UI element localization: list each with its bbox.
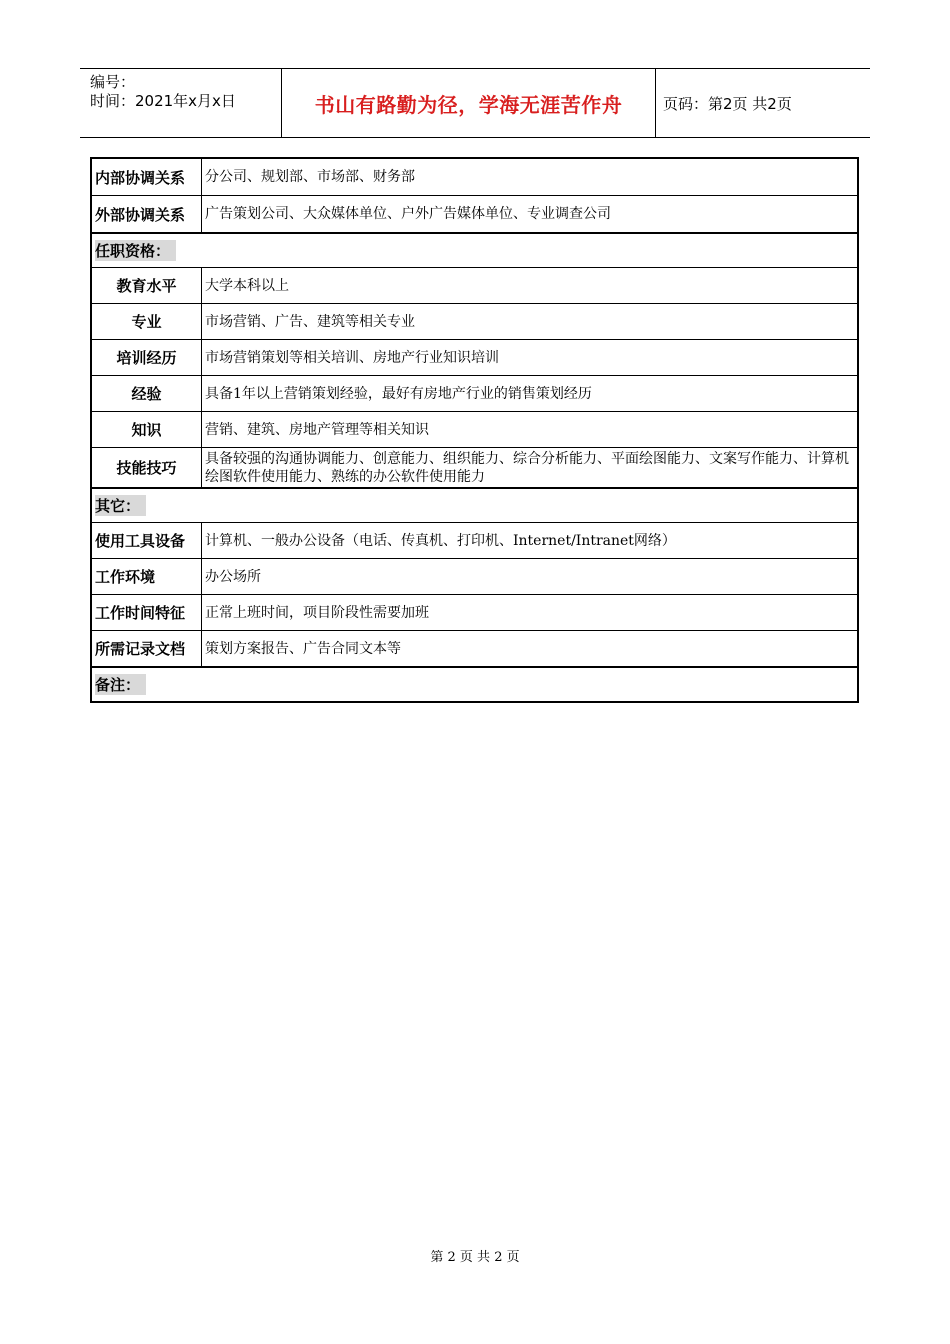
row-label: 培训经历 [92,340,202,375]
document-header [80,68,870,138]
page-info: 页码：第2页 共2页 [663,94,792,113]
row-label: 内部协调关系 [92,159,202,195]
row-label: 所需记录文档 [92,631,202,666]
row-label: 专业 [92,304,202,339]
row-value: 分公司、规划部、市场部、财务部 [205,169,415,185]
row-label: 教育水平 [92,268,202,303]
row-value: 具备1年以上营销策划经验，最好有房地产行业的销售策划经历 [205,385,592,402]
table-row [92,339,857,375]
row-value: 营销、建筑、房地产管理等相关知识 [205,421,429,438]
table-row [92,558,857,594]
row-value: 正常上班时间，项目阶段性需要加班 [205,604,429,621]
row-value: 办公场所 [205,568,261,585]
job-description-table [90,157,859,703]
row-label: 技能技巧 [92,448,202,487]
row-label: 外部协调关系 [92,196,202,232]
header-meta [80,69,281,137]
table-row [92,522,857,558]
table-row [92,411,857,447]
table-row [92,195,857,232]
row-label: 工作环境 [92,559,202,594]
row-value: 广告策划公司、大众媒体单位、户外广告媒体单位、专业调查公司 [205,206,611,222]
row-label: 经验 [92,376,202,411]
table-row [92,594,857,630]
row-label: 知识 [92,412,202,447]
table-row [92,630,857,666]
header-page-cell [655,69,870,137]
section-title: 其它： [95,495,146,516]
table-row [92,447,857,487]
table-row [92,267,857,303]
table-row [92,375,857,411]
row-value: 大学本科以上 [205,277,289,294]
table-row [92,303,857,339]
motto: 书山有路勤为径，学海无涯苦作舟 [314,92,623,117]
row-label: 使用工具设备 [92,523,202,558]
number-label: 编号： [90,73,136,91]
row-value: 市场营销策划等相关培训、房地产行业知识培训 [205,349,499,366]
row-value: 策划方案报告、广告合同文本等 [205,640,401,657]
page-footer: 第 2 页 共 2 页 [430,1250,520,1265]
header-motto-cell [281,69,656,137]
row-value: 市场营销、广告、建筑等相关专业 [205,313,415,330]
row-label: 工作时间特征 [92,595,202,630]
section-qualifications [92,232,857,267]
row-value: 具备较强的沟通协调能力、创意能力、组织能力、综合分析能力、平面绘图能力、文案写作能力、计算机绘图软件使用能力、熟练的办公软件使用能力 [205,450,849,485]
section-title: 任职资格： [95,240,176,261]
row-value: 计算机、一般办公设备（电话、传真机、打印机、Internet/Intranet网络） [205,532,676,549]
time-label: 时间：2021年x月x日 [90,92,236,110]
section-other [92,487,857,522]
section-title: 备注： [95,674,146,695]
section-remarks [92,666,857,701]
table-row [92,159,857,195]
